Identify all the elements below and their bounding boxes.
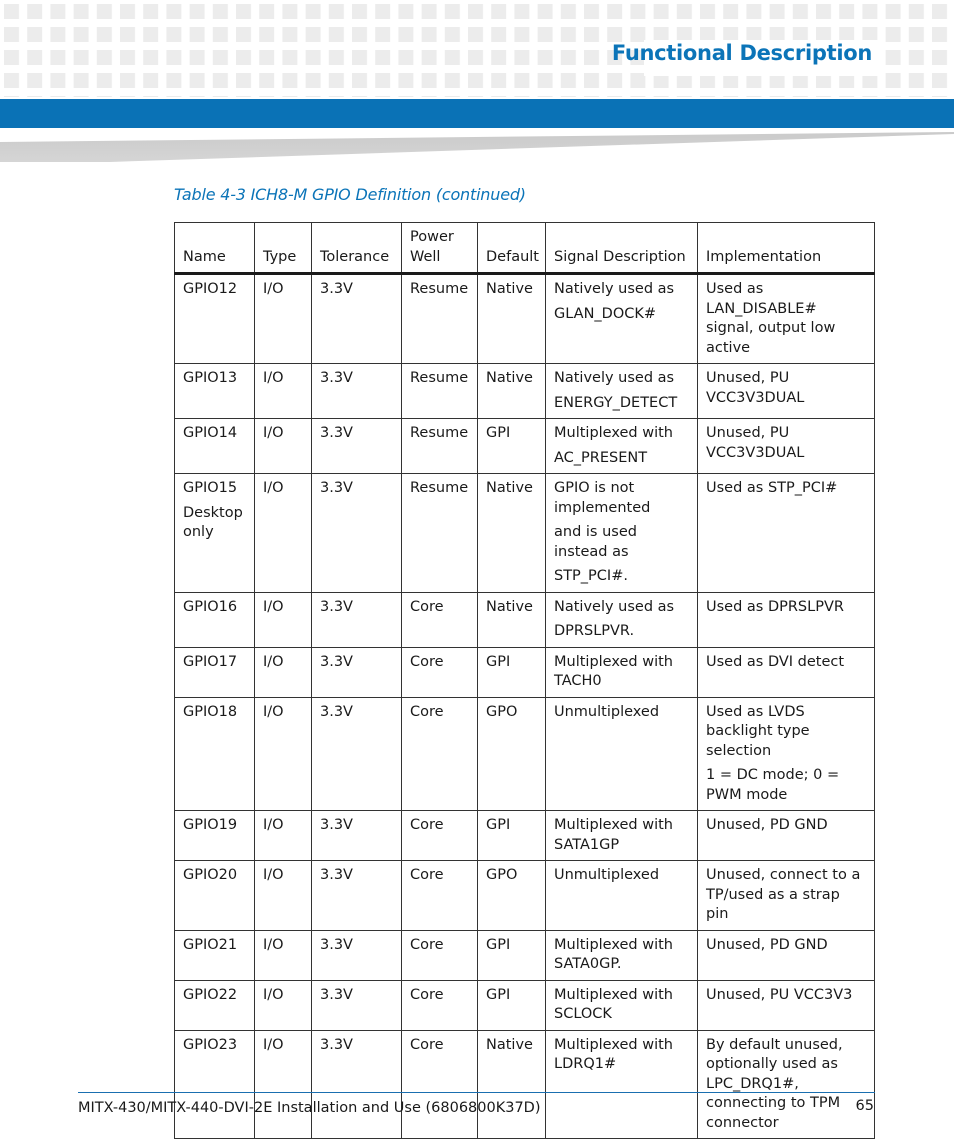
- cell-implementation-line: By default unused, optionally used as LPC_DRQ1#, connecting to TPM connector: [706, 1036, 843, 1131]
- cell-tolerance: 3.3V: [312, 861, 402, 931]
- cell-name-line: GPIO14: [183, 425, 238, 441]
- column-header-name: Name: [175, 223, 255, 274]
- cell-name-line: GPIO16: [183, 598, 238, 615]
- cell-signal-description-line: Natively used as: [554, 281, 675, 297]
- section-title: Functional Description: [611, 41, 872, 65]
- table-row: [175, 811, 875, 861]
- cell-name: [175, 474, 255, 593]
- cell-signal-description-line: ENERGY_DETECT: [554, 394, 678, 411]
- table-header-row: [175, 223, 875, 274]
- cell-default: Native: [478, 592, 546, 647]
- cell-implementation: [698, 697, 875, 811]
- cell-name: [175, 811, 255, 861]
- cell-power-well: Resume: [402, 474, 478, 593]
- header-swoosh: [0, 128, 954, 164]
- cell-signal-description: [546, 592, 698, 647]
- cell-implementation: [698, 930, 875, 980]
- cell-type: I/O: [255, 419, 312, 474]
- cell-name: [175, 647, 255, 697]
- cell-implementation-line: Unused, PU VCC3V3DUAL: [706, 370, 805, 406]
- cell-implementation-line: Used as STP_PCI#: [706, 480, 838, 496]
- table-body: [175, 274, 875, 1139]
- cell-implementation-line: Used as DPRSLPVR: [706, 598, 844, 615]
- cell-signal-description-line: GLAN_DOCK#: [554, 305, 657, 322]
- cell-tolerance: 3.3V: [312, 647, 402, 697]
- cell-default: GPI: [478, 930, 546, 980]
- cell-default: GPO: [478, 697, 546, 811]
- cell-power-well: Core: [402, 697, 478, 811]
- cell-implementation: [698, 647, 875, 697]
- cell-signal-description: [546, 811, 698, 861]
- cell-name-line: GPIO23: [183, 1036, 238, 1053]
- cell-default: Native: [478, 474, 546, 593]
- column-header-signal-description: Signal Description: [546, 223, 698, 274]
- cell-type: I/O: [255, 274, 312, 364]
- cell-implementation: [698, 419, 875, 474]
- cell-name: [175, 592, 255, 647]
- cell-implementation: [698, 861, 875, 931]
- cell-signal-description: [546, 697, 698, 811]
- cell-implementation-line: Unused, PU VCC3V3: [706, 986, 853, 1003]
- cell-name-line: GPIO20: [183, 867, 238, 883]
- cell-name: [175, 980, 255, 1030]
- cell-default: Native: [478, 1030, 546, 1139]
- cell-implementation: [698, 364, 875, 419]
- cell-implementation-line: 1 = DC mode; 0 = PWM mode: [706, 767, 840, 803]
- cell-implementation: [698, 274, 875, 364]
- cell-tolerance: 3.3V: [312, 930, 402, 980]
- cell-implementation: [698, 811, 875, 861]
- cell-signal-description: [546, 861, 698, 931]
- cell-name-line: Desktop only: [183, 504, 243, 540]
- cell-name-line: GPIO15: [183, 480, 238, 496]
- cell-power-well: Resume: [402, 419, 478, 474]
- cell-name-line: GPIO22: [183, 986, 238, 1003]
- column-header-default: Default: [478, 223, 546, 274]
- cell-signal-description: [546, 274, 698, 364]
- table-row: [175, 647, 875, 697]
- cell-tolerance: 3.3V: [312, 697, 402, 811]
- footer-doc-title: MITX-430/MITX-440-DVI-2E Installation and Use (6806800K37D): [78, 1100, 541, 1116]
- cell-power-well: Core: [402, 811, 478, 861]
- cell-power-well: Resume: [402, 274, 478, 364]
- table-row: [175, 1030, 875, 1139]
- cell-name: [175, 930, 255, 980]
- cell-signal-description-line: DPRSLPVR.: [554, 623, 635, 639]
- cell-signal-description-line: Multiplexed with: [554, 425, 673, 441]
- cell-type: I/O: [255, 592, 312, 647]
- cell-default: GPI: [478, 419, 546, 474]
- cell-signal-description-line: Natively used as: [554, 370, 675, 386]
- cell-signal-description-line: Multiplexed with TACH0: [554, 653, 673, 689]
- cell-signal-description-line: Natively used as: [554, 598, 675, 615]
- header-band: [0, 99, 954, 128]
- cell-signal-description-line: GPIO is not implemented: [554, 480, 651, 516]
- cell-type: I/O: [255, 980, 312, 1030]
- cell-name: [175, 861, 255, 931]
- cell-signal-description-line: Unmultiplexed: [554, 867, 660, 883]
- cell-implementation: [698, 592, 875, 647]
- cell-implementation-line: Used as DVI detect: [706, 653, 845, 670]
- table-row: [175, 861, 875, 931]
- cell-type: I/O: [255, 364, 312, 419]
- cell-signal-description: [546, 1030, 698, 1139]
- cell-implementation-line: Used as LVDS backlight type selection: [706, 703, 810, 759]
- cell-type: I/O: [255, 1030, 312, 1139]
- cell-implementation: [698, 980, 875, 1030]
- cell-signal-description: [546, 647, 698, 697]
- table-row: [175, 592, 875, 647]
- column-header-implementation: Implementation: [698, 223, 875, 274]
- cell-power-well: Core: [402, 930, 478, 980]
- cell-tolerance: 3.3V: [312, 1030, 402, 1139]
- cell-default: GPI: [478, 647, 546, 697]
- footer-rule: [78, 1092, 875, 1093]
- table-row: [175, 697, 875, 811]
- cell-type: I/O: [255, 861, 312, 931]
- gpio-table: [174, 222, 875, 1139]
- cell-signal-description-line: STP_PCI#.: [554, 568, 628, 584]
- cell-name: [175, 1030, 255, 1139]
- cell-name: [175, 364, 255, 419]
- cell-power-well: Core: [402, 861, 478, 931]
- cell-implementation-line: Unused, PD GND: [706, 817, 828, 833]
- cell-power-well: Core: [402, 1030, 478, 1139]
- cell-default: Native: [478, 364, 546, 419]
- table-row: [175, 474, 875, 593]
- cell-implementation-line: Used as LAN_DISABLE# signal, output low active: [706, 281, 836, 356]
- cell-type: I/O: [255, 811, 312, 861]
- cell-implementation-line: Unused, connect to a TP/used as a strap pin: [706, 867, 861, 922]
- cell-tolerance: 3.3V: [312, 419, 402, 474]
- cell-signal-description-line: Multiplexed with SATA1GP: [554, 817, 673, 853]
- cell-implementation: [698, 474, 875, 593]
- cell-name-line: GPIO18: [183, 703, 238, 720]
- cell-signal-description: [546, 474, 698, 593]
- cell-signal-description-line: Multiplexed with SCLOCK: [554, 986, 673, 1022]
- cell-tolerance: 3.3V: [312, 811, 402, 861]
- cell-default: Native: [478, 274, 546, 364]
- table-row: [175, 930, 875, 980]
- column-header-tolerance: Tolerance: [312, 223, 402, 274]
- cell-power-well: Core: [402, 980, 478, 1030]
- cell-default: GPO: [478, 861, 546, 931]
- cell-implementation-line: Unused, PU VCC3V3DUAL: [706, 425, 805, 461]
- cell-default: GPI: [478, 811, 546, 861]
- cell-signal-description-line: Unmultiplexed: [554, 703, 660, 720]
- cell-type: I/O: [255, 474, 312, 593]
- cell-name-line: GPIO21: [183, 936, 238, 953]
- table-caption: Table 4-3 ICH8-M GPIO Definition (continued): [174, 185, 526, 204]
- table-row: [175, 980, 875, 1030]
- cell-power-well: Resume: [402, 364, 478, 419]
- table-row: [175, 419, 875, 474]
- cell-name: [175, 697, 255, 811]
- column-header-type: Type: [255, 223, 312, 274]
- cell-signal-description-line: Multiplexed with SATA0GP.: [554, 936, 673, 972]
- cell-tolerance: 3.3V: [312, 592, 402, 647]
- cell-signal-description-line: AC_PRESENT: [554, 449, 648, 466]
- cell-signal-description-line: Multiplexed with LDRQ1#: [554, 1036, 673, 1072]
- cell-name-line: GPIO12: [183, 281, 238, 297]
- cell-power-well: Core: [402, 647, 478, 697]
- cell-type: I/O: [255, 930, 312, 980]
- cell-signal-description: [546, 980, 698, 1030]
- cell-name: [175, 274, 255, 364]
- column-header-power-well: Power Well: [402, 223, 478, 274]
- cell-type: I/O: [255, 697, 312, 811]
- cell-tolerance: 3.3V: [312, 980, 402, 1030]
- cell-name-line: GPIO17: [183, 653, 238, 670]
- cell-tolerance: 3.3V: [312, 364, 402, 419]
- cell-default: GPI: [478, 980, 546, 1030]
- cell-implementation-line: Unused, PD GND: [706, 936, 828, 953]
- table-row: [175, 274, 875, 364]
- cell-tolerance: 3.3V: [312, 474, 402, 593]
- cell-name-line: GPIO13: [183, 370, 238, 386]
- cell-signal-description: [546, 364, 698, 419]
- cell-signal-description-line: and is used instead as: [554, 524, 637, 560]
- cell-implementation: [698, 1030, 875, 1139]
- cell-name: [175, 419, 255, 474]
- table-row: [175, 364, 875, 419]
- cell-signal-description: [546, 419, 698, 474]
- cell-power-well: Core: [402, 592, 478, 647]
- cell-name-line: GPIO19: [183, 817, 238, 833]
- cell-tolerance: 3.3V: [312, 274, 402, 364]
- cell-signal-description: [546, 930, 698, 980]
- cell-type: I/O: [255, 647, 312, 697]
- page-number: 65: [855, 1098, 874, 1114]
